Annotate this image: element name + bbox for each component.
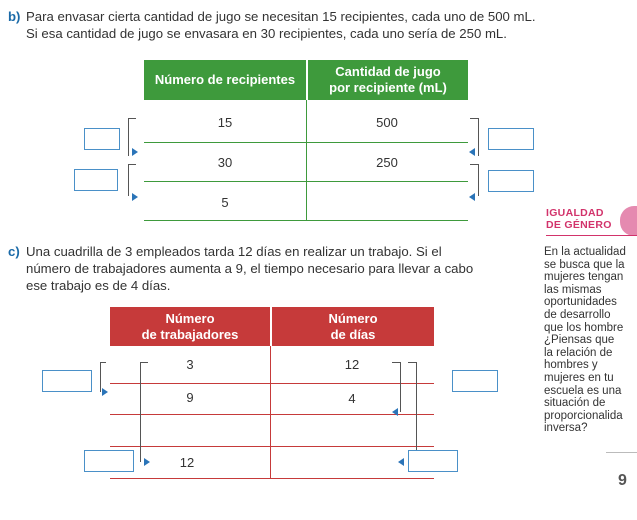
table-c-header-days: Número de días [272,307,434,346]
arrow-left-icon [398,458,404,466]
bracket-line [128,164,129,196]
answer-box-c-right-1[interactable] [452,370,498,392]
answer-box-b-right-2[interactable] [488,170,534,192]
sidebar-line: las mismas [544,283,602,296]
bracket-tick [128,164,136,165]
arrow-left-icon [392,408,398,416]
bracket-line [416,362,417,462]
answer-box-b-left-1[interactable] [84,128,120,150]
problem-b-line2: Si esa cantidad de jugo se envasara en 30 recipientes, cada uno sería de 250 mL. [26,26,507,41]
answer-box-b-right-1[interactable] [488,128,534,150]
answer-box-b-left-2[interactable] [74,169,118,191]
arrow-right-icon [144,458,150,466]
bracket-line [100,362,101,392]
bracket-tick [140,362,148,363]
table-b-cell: 500 [376,115,398,130]
problem-c-label: c) [8,244,20,259]
sidebar-line: situación de [544,397,606,410]
table-b-row-line [144,142,468,143]
sidebar-line: ¿Piensas que [544,334,615,347]
bracket-line [128,118,129,156]
table-c-cell: 12 [344,357,360,372]
arrow-right-icon [102,388,108,396]
bracket-line [478,118,479,156]
sidebar-line: proporcionalida [544,409,623,422]
table-b-cell: 5 [221,195,229,210]
footer-divider [606,452,637,453]
bracket-line [140,362,141,462]
arrow-left-icon [469,193,475,201]
bracket-tick [100,362,106,363]
arrow-right-icon [132,193,138,201]
problem-b-line1: Para envasar cierta cantidad de jugo se necesitan 15 recipientes, cada uno de 500 mL. [26,9,536,24]
bracket-line [400,362,401,412]
bracket-tick [392,362,400,363]
answer-box-c-left-1[interactable] [42,370,92,392]
bracket-tick [408,362,416,363]
sidebar-title-line2: DE GÉNERO [546,219,612,231]
sidebar-divider [546,235,637,236]
sidebar-line: escuela es una [544,384,622,397]
table-c-row-line [110,414,434,415]
table-b-cell: 15 [217,115,233,130]
table-b-cell: 30 [217,155,233,170]
arrow-right-icon [132,148,138,156]
sidebar-line: se busca que la [544,258,625,271]
table-c-row-line [110,446,434,447]
sidebar-line: oportunidades [544,296,617,309]
table-b-header-recipients: Número de recipientes [144,60,306,100]
problem-c-line3: ese trabajo es de 4 días. [26,278,171,293]
table-c-cell: 12 [179,455,195,470]
sidebar-title-line1: IGUALDAD [546,207,604,219]
problem-c-line2: número de trabajadores aumenta a 9, el tiempo necesario para llevar a cabo [26,261,474,276]
problem-b-label: b) [8,9,21,24]
table-b-cell: 250 [376,155,398,170]
table-c-row-line [110,383,434,384]
table-c-cell: 4 [348,391,356,406]
sidebar-line: hombres y [544,359,598,372]
sidebar-line: mujeres en tu [544,372,614,384]
gender-symbol-icon [620,206,637,236]
table-c-header-workers: Número de trabajadores [110,307,270,346]
sidebar-line: En la actualidad [544,246,626,258]
bracket-line [478,164,479,196]
table-c-cell: 9 [186,390,194,405]
sidebar-line: de desarrollo [544,309,611,321]
sidebar-line: que los hombre [544,321,624,334]
table-b-divider [306,100,307,221]
page-number: 9 [618,472,627,489]
bracket-tick [470,164,478,165]
table-b-header-juice: Cantidad de jugo por recipiente (mL) [308,60,468,100]
table-c-cell: 3 [186,357,194,372]
bracket-tick [128,118,136,119]
arrow-left-icon [469,148,475,156]
problem-c-line1: Una cuadrilla de 3 empleados tarda 12 días en realizar un trabajo. Si el [26,244,442,259]
sidebar-line: mujeres tengan [544,271,624,284]
answer-box-c-right-2[interactable] [408,450,458,472]
answer-box-c-left-2[interactable] [84,450,134,472]
sidebar-line: la relación de [544,346,613,359]
table-c-row-line [110,478,434,479]
table-c-divider [270,346,271,478]
sidebar-line: inversa? [544,422,588,435]
table-b-row-line [144,181,468,182]
bracket-tick [470,118,478,119]
table-b-row-line [144,220,468,221]
